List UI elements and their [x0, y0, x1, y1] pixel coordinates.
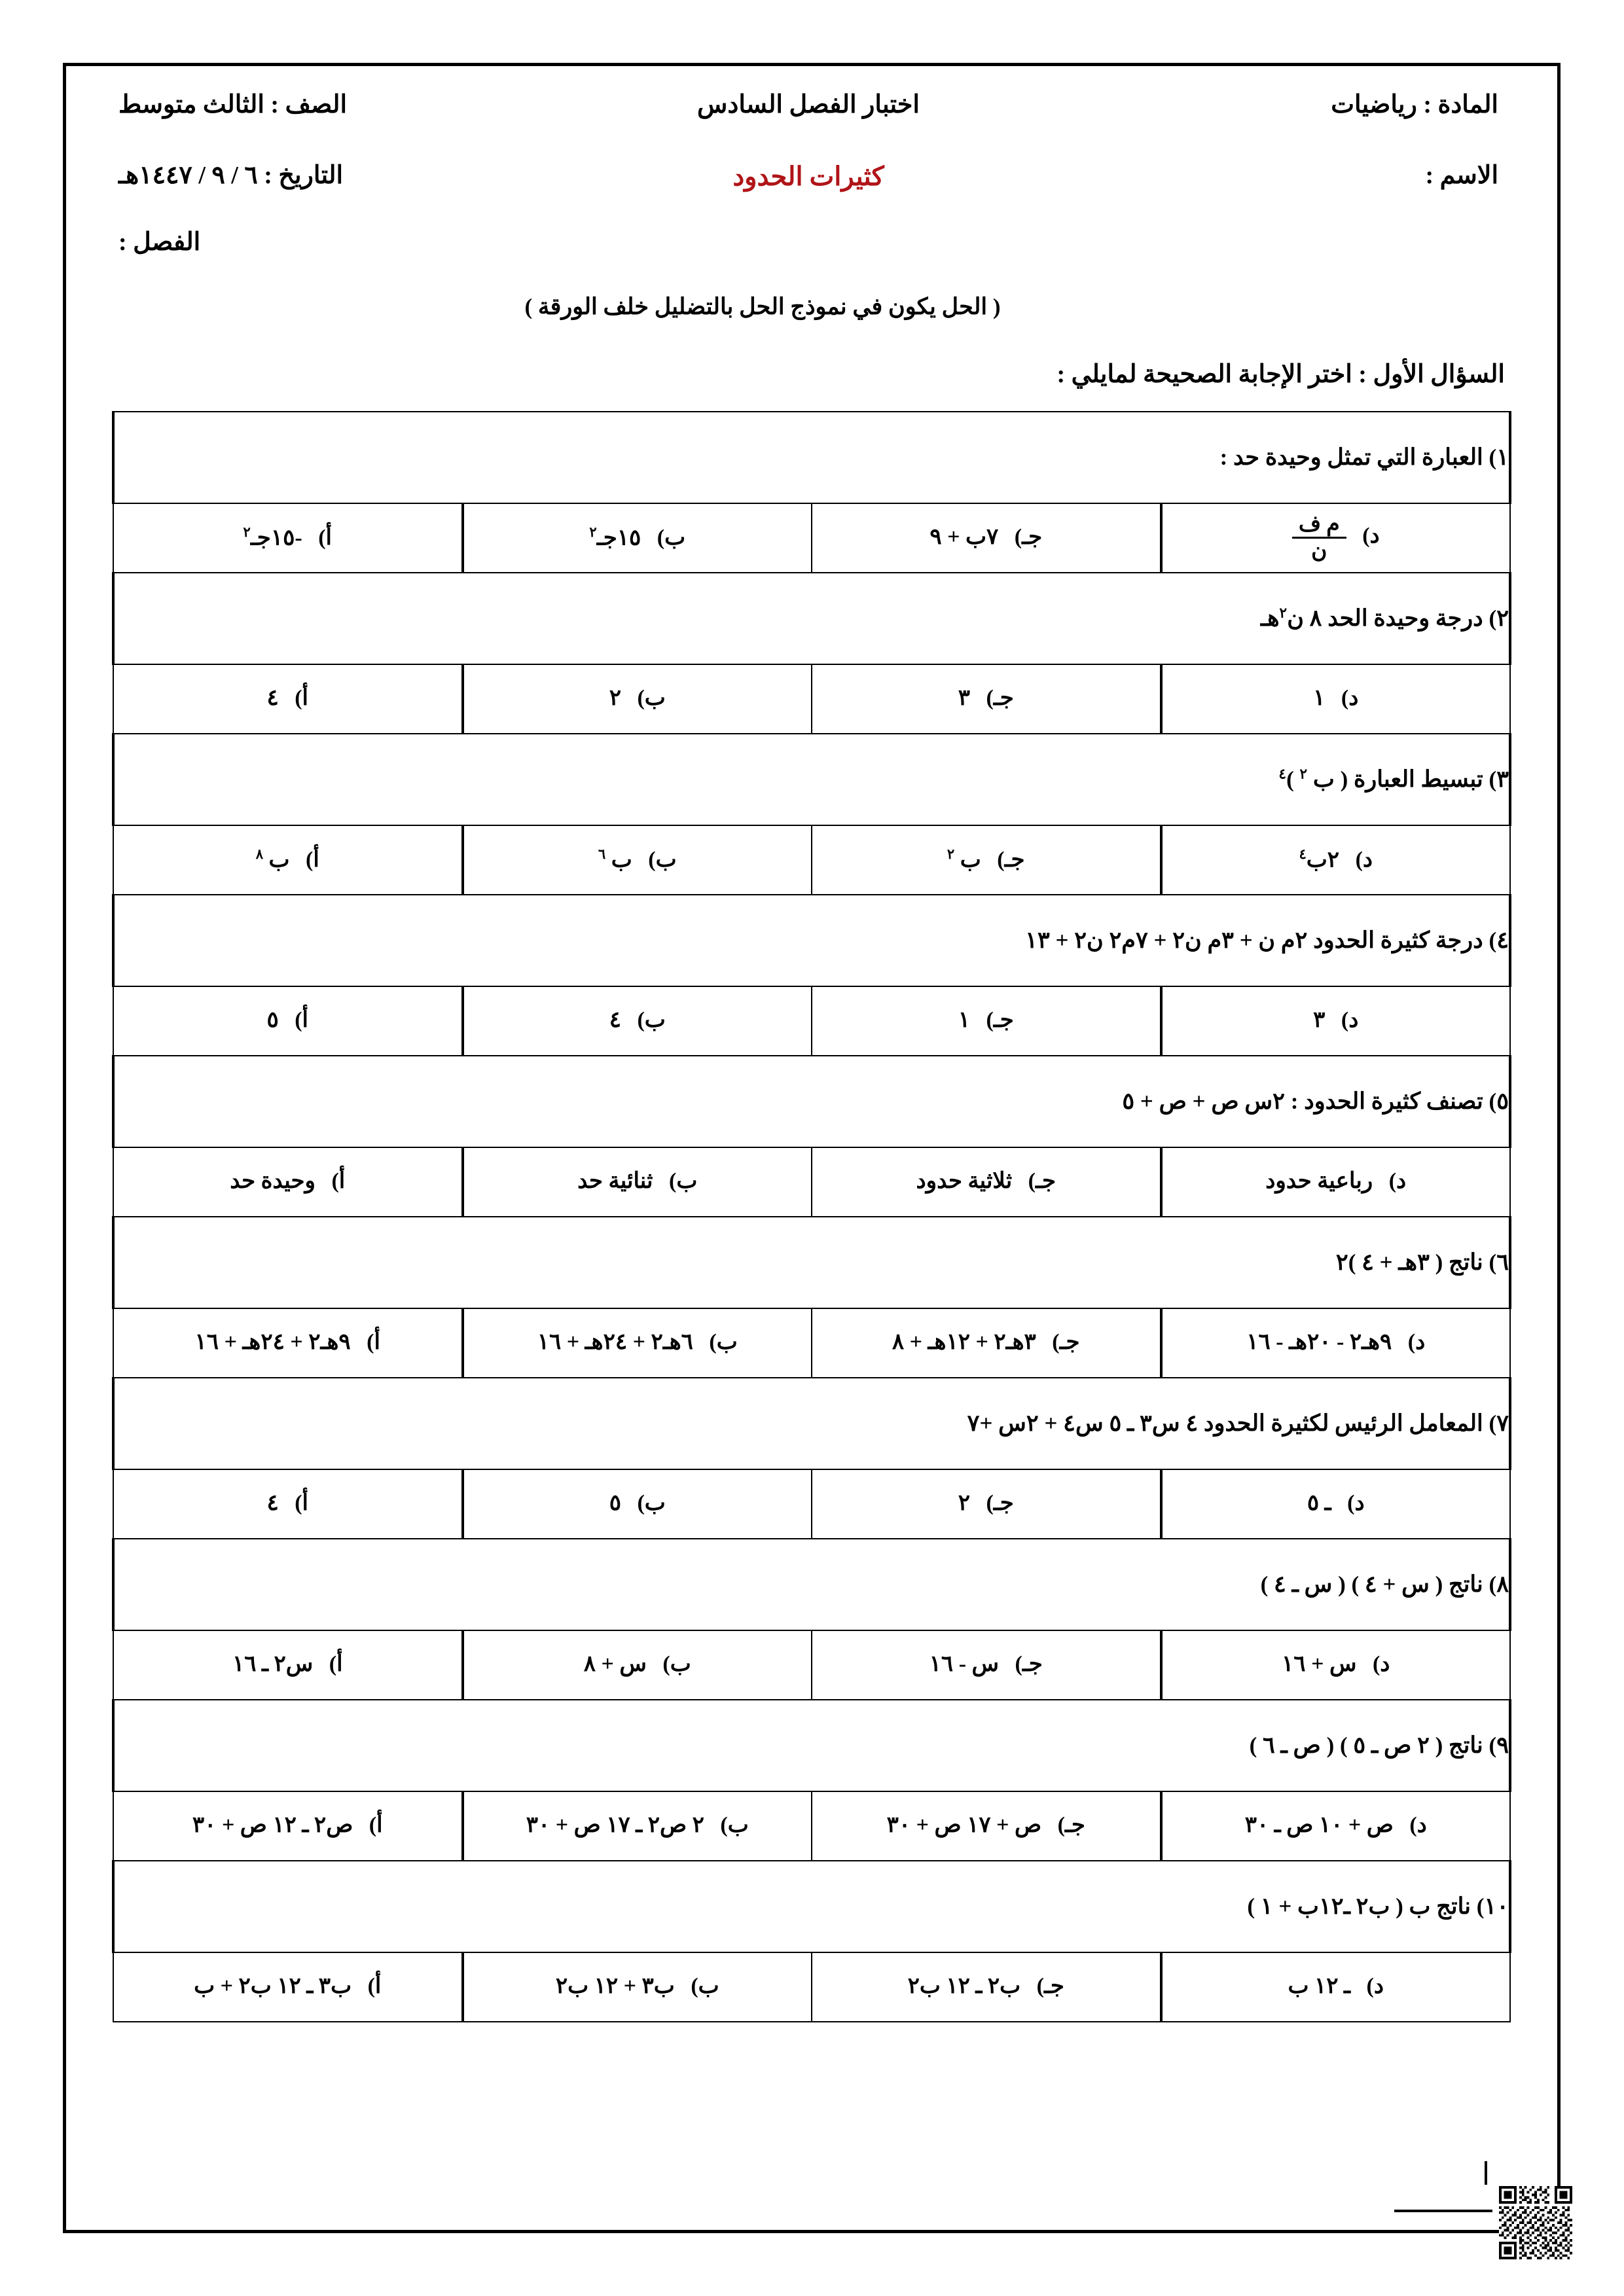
option-2-d[interactable] [1161, 664, 1511, 734]
option-label: جـ) [1036, 1974, 1064, 1999]
table-row [113, 1952, 1510, 2022]
grade-label: الصف : الثالث متوسط [118, 91, 348, 118]
table-row [113, 825, 1510, 895]
table-row [113, 1469, 1510, 1539]
question-one-instruction: السؤال الأول : اختر الإجابة الصحيحة لمايلي : [1056, 360, 1505, 388]
table-row [113, 573, 1510, 664]
answer-sheet-note: ( الحل يكون في نموذج الحل بالتضليل خلف الورقة ) [524, 293, 1001, 319]
option-9-a[interactable] [113, 1791, 463, 1861]
crop-mark-horizontal [1394, 2210, 1492, 2212]
option-4-c[interactable] [812, 986, 1161, 1056]
table-row [113, 503, 1510, 573]
option-8-b[interactable] [463, 1630, 812, 1700]
question-stem-2 [113, 573, 1510, 664]
header-right-column [1029, 92, 1511, 189]
option-label: جـ) [1014, 525, 1043, 550]
option-text: ٢ [958, 1491, 970, 1516]
option-9-b[interactable] [463, 1791, 812, 1861]
option-label: جـ) [1057, 1813, 1085, 1838]
option-label: د) [1409, 1813, 1427, 1838]
option-6-a[interactable] [113, 1308, 463, 1378]
option-label: ب) [637, 686, 666, 711]
question-stem-3 [113, 734, 1510, 825]
option-5-a[interactable] [113, 1147, 463, 1217]
option-text: ثلاثية حدود [916, 1169, 1013, 1194]
option-label: د) [1362, 524, 1380, 548]
option-label: جـ) [986, 1008, 1014, 1033]
exponent: ٢ [947, 846, 955, 862]
option-text: ٢ب [1306, 848, 1340, 872]
option-label: جـ) [997, 848, 1025, 872]
option-5-c[interactable] [812, 1147, 1161, 1217]
subject-label: المادة : رياضيات [1331, 91, 1498, 118]
option-text: ١ [1313, 686, 1326, 711]
document-header [112, 92, 1511, 256]
option-10-b[interactable] [463, 1952, 812, 2022]
option-label: جـ) [986, 686, 1014, 711]
class-field[interactable]: الفصل : [118, 228, 201, 256]
option-text: ب [605, 848, 632, 872]
student-name-field[interactable]: الاسم : [1425, 161, 1498, 189]
option-label: أ) [295, 1491, 309, 1516]
option-label: د) [1355, 848, 1373, 872]
table-row [113, 1861, 1510, 1952]
option-4-b[interactable] [463, 986, 812, 1056]
option-label: د) [1341, 686, 1359, 711]
question-stem-1: ١) العبارة التي تمثل وحيدة حد : [113, 412, 1510, 503]
option-label: ب) [637, 1491, 666, 1516]
option-10-a[interactable] [113, 1952, 463, 2022]
option-5-d[interactable] [1161, 1147, 1511, 1217]
option-label: ب) [637, 1008, 666, 1033]
option-8-c[interactable] [812, 1630, 1161, 1700]
option-7-c[interactable] [812, 1469, 1161, 1539]
option-text: ب٣ ـ ١٢ ب٢ + ب [194, 1974, 352, 1999]
topic-title: كثيرات الحدود [732, 161, 884, 191]
question-stem-8: ٨) ناتج ( س + ٤ ) ( س ـ ٤ ) [113, 1539, 1510, 1630]
table-row [113, 1630, 1510, 1700]
option-4-a[interactable] [113, 986, 463, 1056]
option-text: ٤ [266, 1491, 279, 1516]
exponent: ٨ [255, 846, 264, 862]
option-text: ص + ١٠ ص ـ ٣٠ [1244, 1813, 1394, 1838]
option-text: ـ ١٢ ب [1288, 1974, 1351, 1999]
option-label: ب) [709, 1330, 738, 1355]
option-3-d[interactable] [1161, 825, 1511, 895]
option-2-a[interactable] [113, 664, 463, 734]
option-text: -١٥جـ [250, 526, 302, 550]
table-row [113, 1308, 1510, 1378]
option-label: أ) [295, 1008, 309, 1033]
option-text: ٥ [266, 1008, 279, 1033]
question-stem-7: ٧) المعامل الرئيس لكثيرة الحدود ٤ س٣ ـ ٥ س٤ + ٢س +٧ [113, 1378, 1510, 1469]
option-text: ٧ب + ٩ [929, 525, 999, 550]
option-label: ب) [720, 1813, 749, 1838]
option-label: جـ) [1015, 1652, 1043, 1677]
option-1-b[interactable] [463, 503, 812, 573]
option-10-c[interactable] [812, 1952, 1161, 2022]
option-text: ٣ [1313, 1008, 1326, 1033]
question-stem-9: ٩) ناتج ( ٢ ص ـ ٥ ) ( ص ـ ٦ ) [113, 1700, 1510, 1791]
option-label: د) [1341, 1008, 1359, 1033]
qr-code-graphic [1499, 2186, 1572, 2259]
option-8-a[interactable] [113, 1630, 463, 1700]
option-6-d[interactable] [1161, 1308, 1511, 1378]
fraction-denominator: ن [1292, 537, 1346, 563]
option-text: ١٥جـ [596, 526, 641, 550]
stem-text: ٣) تبسيط العبارة ( ب [1307, 766, 1509, 792]
option-label: ب) [662, 1652, 691, 1677]
option-3-b[interactable] [463, 825, 812, 895]
option-text: ٤ [609, 1008, 621, 1033]
header-left-column [112, 92, 588, 256]
option-text: ب [954, 848, 981, 872]
exponent: ٢ [589, 524, 597, 540]
option-text: س٢ ـ ١٦ [232, 1652, 314, 1677]
option-label: د) [1372, 1652, 1390, 1677]
option-text: س + ١٦ [1282, 1652, 1357, 1677]
table-row [113, 1539, 1510, 1630]
option-8-d[interactable] [1161, 1630, 1511, 1700]
option-text: ص٢ ـ ١٢ ص + ٣٠ [192, 1813, 353, 1838]
option-text: ٩هـ٢ + ٢٤هـ + ١٦ [194, 1330, 351, 1355]
option-text: ص + ١٧ ص + ٣٠ [886, 1813, 1042, 1838]
table-row [113, 1700, 1510, 1791]
table-row [113, 1791, 1510, 1861]
option-10-d[interactable] [1161, 1952, 1511, 2022]
question-stem-10: ١٠) ناتج ب ( ب٢ ـ١٢ب + ١ ) [113, 1861, 1510, 1952]
option-text: ٥ [609, 1491, 621, 1516]
option-label: ب) [669, 1169, 698, 1194]
option-1-d[interactable] [1161, 503, 1511, 573]
option-text: ٢ ص٢ ـ ١٧ ص + ٣٠ [526, 1813, 704, 1838]
table-row [113, 1217, 1510, 1308]
option-text: ١ [958, 1008, 970, 1033]
exponent: ٤ [1299, 846, 1307, 862]
option-label: ب) [657, 526, 686, 550]
option-text: س + ٨ [583, 1652, 647, 1677]
table-row [113, 895, 1510, 986]
option-label: أ) [367, 1974, 382, 1999]
header-center-column [588, 92, 1030, 190]
option-label: أ) [367, 1330, 380, 1355]
option-3-c[interactable] [812, 825, 1161, 895]
option-text: ٦هـ٢ + ٢٤هـ + ١٦ [537, 1330, 693, 1355]
option-7-b[interactable] [463, 1469, 812, 1539]
option-label: ب) [648, 848, 677, 872]
option-text: ـ ٥ [1307, 1491, 1331, 1516]
option-label: ب) [691, 1974, 719, 1999]
option-label: د) [1388, 1169, 1407, 1194]
question-stem-4: ٤) درجة كثيرة الحدود ٢م ن + ٣م ن٢ + ٧م٢ ن٢ + ١٣ [113, 895, 1510, 986]
stem-text-mid: ) [1286, 766, 1300, 792]
option-text: ٣ [958, 686, 970, 711]
page-border [63, 63, 1561, 2233]
stem-text: ٢) درجة وحيدة الحد ٨ ن [1287, 605, 1509, 631]
question-stem-6: ٦) ناتج ( ٣هـ + ٤ )٢ [113, 1217, 1510, 1308]
option-text: رباعية حدود [1265, 1169, 1373, 1194]
option-3-a[interactable] [113, 825, 463, 895]
exponent-outer: ٤ [1278, 766, 1287, 782]
table-row [113, 1056, 1510, 1147]
table-row [113, 1378, 1510, 1469]
table-row [113, 734, 1510, 825]
option-text: ب٣ + ١٢ ب٢ [555, 1974, 675, 1999]
option-label: أ) [318, 526, 332, 550]
date-label: التاريخ : ٦ / ٩ / ١٤٤٧هـ [118, 161, 344, 189]
option-label: جـ) [1052, 1330, 1080, 1355]
option-label: جـ) [986, 1491, 1014, 1516]
option-4-d[interactable] [1161, 986, 1511, 1056]
option-text: ب٢ ـ ١٢ ب٢ [907, 1974, 1021, 1999]
option-label: د) [1407, 1330, 1426, 1355]
option-text: س - ١٦ [929, 1652, 1000, 1677]
option-1-a[interactable] [113, 503, 463, 573]
option-text: ٢ [609, 686, 621, 711]
option-text: ثنائية حد [577, 1169, 653, 1194]
option-text: ٣هـ٢ + ١٢هـ + ٨ [892, 1330, 1036, 1355]
option-2-c[interactable] [812, 664, 1161, 734]
question-stem-5: ٥) تصنف كثيرة الحدود : ٢س ص + ص + ٥ [113, 1056, 1510, 1147]
exponent: ٦ [598, 846, 606, 862]
page-content [66, 66, 1557, 2230]
option-label: جـ) [1028, 1169, 1056, 1194]
option-label: أ) [306, 848, 319, 872]
option-6-b[interactable] [463, 1308, 812, 1378]
option-7-d[interactable] [1161, 1469, 1511, 1539]
option-9-c[interactable] [812, 1791, 1161, 1861]
qr-code-icon [1499, 2186, 1572, 2259]
option-5-b[interactable] [463, 1147, 812, 1217]
option-7-a[interactable] [113, 1469, 463, 1539]
option-label: د) [1347, 1491, 1365, 1516]
crop-mark-vertical [1485, 2161, 1487, 2185]
option-1-c[interactable] [812, 503, 1161, 573]
table-row [113, 412, 1510, 503]
table-row [113, 664, 1510, 734]
option-text: وحيدة حد [230, 1169, 316, 1194]
option-label: أ) [369, 1813, 383, 1838]
questions-table [112, 411, 1511, 2022]
option-6-c[interactable] [812, 1308, 1161, 1378]
option-text: ٩هـ٢ - ٢٠هـ - ١٦ [1246, 1330, 1392, 1355]
option-fraction [1292, 513, 1346, 563]
option-9-d[interactable] [1161, 1791, 1511, 1861]
option-2-b[interactable] [463, 664, 812, 734]
option-label: أ) [295, 686, 309, 711]
option-label: أ) [331, 1169, 346, 1194]
exponent: ٢ [1299, 766, 1308, 782]
exponent: ٢ [243, 524, 251, 540]
option-text: ب [263, 848, 290, 872]
option-label: أ) [329, 1652, 343, 1677]
table-row [113, 1147, 1510, 1217]
table-row [113, 986, 1510, 1056]
stem-text-tail: هـ [1260, 605, 1280, 631]
fraction-numerator: م ف [1298, 512, 1340, 536]
option-text: ٤ [266, 686, 279, 711]
exponent: ٢ [1279, 605, 1288, 621]
exam-title: اختبار الفصل السادس [697, 91, 920, 118]
option-label: د) [1366, 1974, 1384, 1999]
